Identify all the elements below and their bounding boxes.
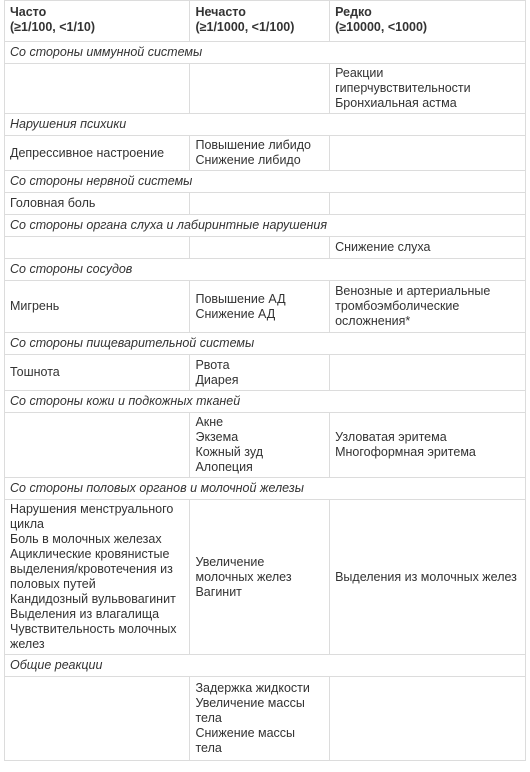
section-header-row: [5, 42, 526, 64]
section-header-row: [5, 114, 526, 136]
rare-cell: [330, 281, 526, 333]
uncommon-cell: [190, 193, 330, 215]
table-row: [5, 500, 526, 655]
often-cell: [5, 500, 190, 655]
header-frequency: (≥10000, <1000): [335, 20, 428, 34]
effect-item: Выделения из влагалища: [10, 607, 160, 621]
effect-item: Экзема: [195, 430, 239, 444]
rare-cell: [330, 193, 526, 215]
header-label: Нечасто: [195, 5, 246, 19]
section-title: Со стороны иммунной системы: [5, 42, 526, 64]
effect-item: Снижение АД: [195, 306, 276, 321]
rare-cell: [330, 136, 526, 171]
effect-item: Снижение массы тела: [195, 726, 296, 755]
effect-item: Снижение слуха: [335, 240, 431, 254]
effect-item: Увеличение массы тела: [195, 696, 305, 725]
uncommon-cell: [190, 413, 330, 478]
effect-item: Мигрень: [10, 299, 60, 313]
rare-cell: [330, 500, 526, 655]
effect-item: Боль в молочных железах: [10, 532, 162, 546]
header-frequency: (≥1/100, <1/10): [10, 20, 96, 34]
effect-item: Узловатая эритема: [335, 430, 447, 444]
effect-item: Кандидозный вульвовагинит: [10, 592, 176, 606]
section-title: Со стороны половых органов и молочной железы: [5, 478, 526, 500]
section-header-row: [5, 655, 526, 677]
rare-cell: [330, 677, 526, 761]
effect-item: Алопеция: [195, 460, 253, 474]
section-header-row: [5, 259, 526, 281]
effect-item: Ациклические кровянистые выделения/кровотечения из половых путей: [10, 547, 173, 591]
table-row: [5, 193, 526, 215]
often-cell: [5, 237, 190, 259]
uncommon-cell: [190, 500, 330, 655]
effect-item: Повышение АД: [195, 291, 286, 306]
often-cell: [5, 281, 190, 333]
table-row: [5, 281, 526, 333]
often-cell: [5, 355, 190, 391]
effect-item: Рвота: [195, 357, 230, 372]
section-header-row: [5, 391, 526, 413]
rare-cell: [330, 355, 526, 391]
uncommon-cell: [190, 64, 330, 114]
section-title: Общие реакции: [5, 655, 526, 677]
effect-item: Тошнота: [10, 365, 60, 379]
rare-cell: [330, 237, 526, 259]
section-title: Со стороны органа слуха и лабиринтные нарушения: [5, 215, 526, 237]
effect-item: Головная боль: [10, 196, 96, 210]
section-title: Со стороны сосудов: [5, 259, 526, 281]
effect-item: Бронхиальная астма: [335, 96, 457, 110]
header-label: Редко: [335, 5, 372, 19]
section-header-row: [5, 333, 526, 355]
section-title: Нарушения психики: [5, 114, 526, 136]
table-row: [5, 355, 526, 391]
effect-item: Чувствительность молочных желез: [10, 622, 177, 651]
uncommon-cell: [190, 281, 330, 333]
effect-item: Диарея: [195, 372, 239, 387]
effect-item: Повышение либидо: [195, 138, 311, 152]
section-title: Со стороны кожи и подкожных тканей: [5, 391, 526, 413]
often-cell: [5, 193, 190, 215]
uncommon-cell: [190, 237, 330, 259]
rare-cell: [330, 64, 526, 114]
often-cell: [5, 677, 190, 761]
table-row: [5, 677, 526, 761]
table-row: [5, 413, 526, 478]
effect-item: Снижение либидо: [195, 153, 301, 167]
rare-cell: [330, 413, 526, 478]
section-title: Со стороны пищеварительной системы: [5, 333, 526, 355]
header-row: [5, 1, 526, 42]
header-rare: [330, 1, 526, 42]
effect-item: Многоформная эритема: [335, 445, 476, 459]
section-header-row: [5, 215, 526, 237]
uncommon-cell: [190, 677, 330, 761]
table-row: [5, 64, 526, 114]
header-uncommon: [190, 1, 330, 42]
side-effects-table: [4, 0, 526, 761]
section-title: Со стороны нервной системы: [5, 171, 526, 193]
uncommon-cell: [190, 355, 330, 391]
effect-item: Нарушения менструального цикла: [10, 502, 174, 531]
effect-item: Выделения из молочных желез: [335, 569, 517, 584]
section-header-row: [5, 171, 526, 193]
header-often: [5, 1, 190, 42]
section-header-row: [5, 478, 526, 500]
header-frequency: (≥1/1000, <1/100): [195, 20, 295, 34]
effect-item: Вагинит: [195, 584, 242, 599]
effect-item: Венозные и артериальные тромбоэмболические осложнения*: [335, 284, 491, 328]
effect-item: Задержка жидкости: [195, 681, 310, 695]
effect-item: Реакции гиперчувствительности: [335, 66, 471, 95]
often-cell: [5, 136, 190, 171]
effect-item: Акне: [195, 415, 224, 429]
uncommon-cell: [190, 136, 330, 171]
effect-item: Кожный зуд: [195, 445, 263, 459]
header-label: Часто: [10, 5, 47, 19]
often-cell: [5, 413, 190, 478]
table-row: [5, 237, 526, 259]
often-cell: [5, 64, 190, 114]
effect-item: Депрессивное настроение: [10, 145, 165, 160]
effect-item: Увеличение молочных желез: [195, 554, 292, 584]
table-row: [5, 136, 526, 171]
